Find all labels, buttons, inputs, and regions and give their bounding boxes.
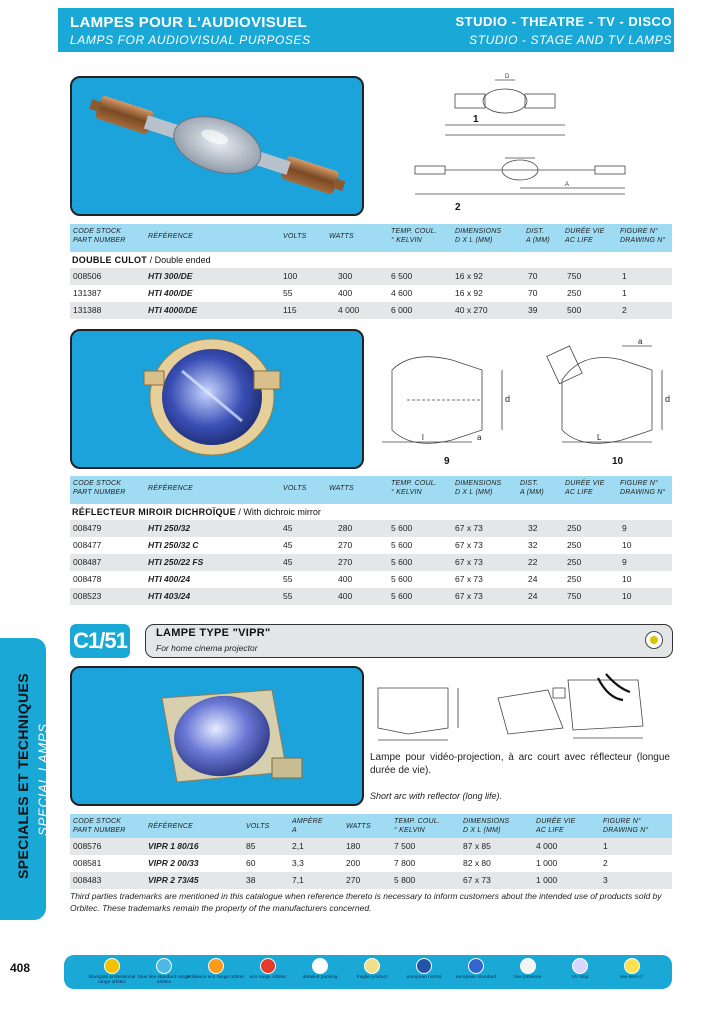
cell-ref: HTI 4000/DE <box>148 305 198 315</box>
table2-header <box>70 476 672 504</box>
legend-label: european standard <box>455 975 497 980</box>
cell-volts: 60 <box>246 858 256 868</box>
cell-volts: 115 <box>283 305 297 315</box>
legend-icon <box>468 958 484 974</box>
cell-code: 008487 <box>73 557 102 567</box>
cell-temp: 7 500 <box>394 841 416 851</box>
cell-dims: 87 x 85 <box>463 841 491 851</box>
cell-ref: VIPR 2 73/45 <box>148 875 199 885</box>
cell-code: 008581 <box>73 858 102 868</box>
cell-life: 250 <box>567 557 582 567</box>
dichroic-drawings <box>372 330 677 470</box>
table-row <box>70 537 672 554</box>
vipr-lamp-photo <box>70 666 364 806</box>
cell-ref: HTI 400/24 <box>148 574 191 584</box>
legend-icon <box>312 958 328 974</box>
target-icon <box>645 631 663 649</box>
col-dims: DIMENSIONS D X L (MM) <box>455 228 502 244</box>
cell-volts: 55 <box>283 574 293 584</box>
table-row <box>70 588 672 605</box>
cell-life: 250 <box>567 523 582 533</box>
cell-watts: 270 <box>338 540 353 550</box>
cell-temp: 7 800 <box>394 858 416 868</box>
cell-ref: HTI 300/DE <box>148 271 193 281</box>
col-temp: TEMP. COUL. ° KELVIN <box>391 480 438 496</box>
col-temp: TEMP. COUL. ° KELVIN <box>391 228 438 244</box>
fig9-a-label: a <box>477 433 482 442</box>
fig9-d-label: d <box>505 394 511 404</box>
legend-label: blue line standard range orbitec <box>138 975 190 985</box>
cell-fig: 1 <box>622 288 627 298</box>
double-ended-lamp-image <box>72 78 362 214</box>
table2-body <box>70 520 672 605</box>
cell-dims: 16 x 92 <box>455 271 483 281</box>
cell-life: 750 <box>567 271 582 281</box>
table-row <box>70 554 672 571</box>
table-row <box>70 520 672 537</box>
col-volts: VOLTS <box>283 233 307 240</box>
legend-icon <box>520 958 536 974</box>
cell-ref: HTI 250/22 FS <box>148 557 204 567</box>
dichroic-lamp-image <box>72 331 362 467</box>
cell-dist: 70 <box>528 271 538 281</box>
cell-volts: 55 <box>283 591 293 601</box>
col-dims: DIMENSIONS D X L (MM) <box>455 480 502 496</box>
legend-icon-item <box>82 955 142 985</box>
cell-code: 008477 <box>73 540 102 550</box>
table-row <box>70 285 672 302</box>
cell-dist: 32 <box>528 523 538 533</box>
legend-label: brilliance eco range orbitec <box>187 975 245 980</box>
cell-life: 1 000 <box>536 858 558 868</box>
footer-legend-bar <box>64 955 672 989</box>
cell-dims: 67 x 73 <box>455 591 483 601</box>
cell-code: 008479 <box>73 523 102 533</box>
col-life: DURÉE VIE AC LIFE <box>536 818 576 834</box>
cell-ref: HTI 250/32 C <box>148 540 199 550</box>
col-watts: WATTS <box>329 485 354 492</box>
legend-label: see item n° <box>619 975 645 980</box>
double-ended-lamp-photo <box>70 76 364 216</box>
col-watts: WATTS <box>329 233 354 240</box>
legend-label: UV stop <box>571 975 589 980</box>
cell-dist: 24 <box>528 591 538 601</box>
table-row <box>70 302 672 319</box>
cell-temp: 5 800 <box>394 875 416 885</box>
legend-icon-item <box>134 955 194 985</box>
legend-label: low pressure <box>514 975 542 980</box>
cell-code: 008483 <box>73 875 102 885</box>
cell-dims: 67 x 73 <box>455 540 483 550</box>
col-fig: FIGURE N° DRAWING N° <box>620 480 666 496</box>
col-ampere: AMPÈRE A <box>292 818 323 834</box>
col-reference: RÉFÉRENCE <box>148 485 193 492</box>
dim-d-label: D <box>505 74 510 80</box>
legend-icon-item <box>394 955 454 980</box>
table-row <box>70 838 672 855</box>
table-row <box>70 855 672 872</box>
cell-ref: VIPR 2 00/33 <box>148 858 199 868</box>
cell-volts: 85 <box>246 841 256 851</box>
cell-dims: 67 x 73 <box>455 574 483 584</box>
col-watts: WATTS <box>346 823 371 830</box>
cell-temp: 5 600 <box>391 557 413 567</box>
cell-code: 008506 <box>73 271 102 281</box>
side-title-en: SPECIAL LAMPS <box>35 723 51 836</box>
table-row <box>70 571 672 588</box>
cell-life: 750 <box>567 591 582 601</box>
col-fig: FIGURE N° DRAWING N° <box>620 228 666 244</box>
cell-dist: 24 <box>528 574 538 584</box>
cell-volts: 38 <box>246 875 256 885</box>
cell-dist: 39 <box>528 305 538 315</box>
legend-icon-item <box>238 955 298 980</box>
col-reference: RÉFÉRENCE <box>148 823 193 830</box>
legend-label: eco range orbitec <box>249 975 287 980</box>
dim-a-label: A <box>565 182 570 188</box>
cell-life: 250 <box>567 540 582 550</box>
cell-temp: 5 600 <box>391 540 413 550</box>
table3-body <box>70 838 672 889</box>
cell-life: 4 000 <box>536 841 558 851</box>
cell-temp: 5 600 <box>391 523 413 533</box>
cell-temp: 4 600 <box>391 288 413 298</box>
cell-dist: 22 <box>528 557 538 567</box>
cell-dims: 16 x 92 <box>455 288 483 298</box>
vipr-description-en: Short arc with reflector (long life). <box>370 791 503 801</box>
cell-fig: 3 <box>603 875 608 885</box>
cell-dist: 32 <box>528 540 538 550</box>
table-row <box>70 872 672 889</box>
cell-volts: 55 <box>283 288 293 298</box>
cell-amp: 3,3 <box>292 858 304 868</box>
cell-volts: 100 <box>283 271 298 281</box>
legend-icon-item <box>602 955 662 980</box>
vipr-drawings <box>368 668 673 746</box>
vipr-title: LAMPE TYPE "VIPR" <box>156 627 271 639</box>
legend-label: blue/gold professional range orbitec <box>88 975 136 985</box>
cell-temp: 6 500 <box>391 271 413 281</box>
vipr-description-fr: Lampe pour vidéo-projection, à arc court avec réflecteur (longue durée de vie). <box>370 752 670 776</box>
cell-amp: 7,1 <box>292 875 304 885</box>
dichroic-lamp-photo <box>70 329 364 469</box>
table1-body <box>70 268 672 319</box>
legend-icon-item <box>498 955 558 980</box>
col-life: DURÉE VIE AC LIFE <box>565 228 605 244</box>
fig1-label: 1 <box>473 114 479 125</box>
cell-code: 131387 <box>73 288 102 298</box>
header-right-fr: STUDIO - THEATRE - TV - DISCO <box>455 14 672 29</box>
cell-code: 008478 <box>73 574 102 584</box>
cell-dist: 70 <box>528 288 538 298</box>
col-volts: VOLTS <box>246 823 270 830</box>
cell-volts: 45 <box>283 540 293 550</box>
cell-watts: 280 <box>338 523 353 533</box>
cell-watts: 200 <box>346 858 361 868</box>
col-fig: FIGURE N° DRAWING N° <box>603 818 649 834</box>
cell-volts: 45 <box>283 557 293 567</box>
cell-fig: 9 <box>622 523 627 533</box>
legend-icon-item <box>342 955 402 980</box>
legend-icon <box>624 958 640 974</box>
c1-51-badge: C1/51 <box>70 624 130 658</box>
side-title-fr: SPECIALES ET TECHNIQUES <box>15 673 31 880</box>
cell-ref: HTI 250/32 <box>148 523 191 533</box>
cell-watts: 270 <box>346 875 361 885</box>
trademark-note: Third parties trademarks are mentioned in this catalogue when reference thereto is necessary to inform customers about the intended use of products sold by Orbitec. These trademarks remain the property of the manufacturers concerned. <box>70 891 662 913</box>
legend-icon <box>156 958 172 974</box>
cell-code: 008523 <box>73 591 102 601</box>
vipr-lamp-image <box>72 668 362 804</box>
cell-code: 008576 <box>73 841 102 851</box>
col-code: CODE STOCK PART NUMBER <box>73 818 126 834</box>
col-volts: VOLTS <box>283 485 307 492</box>
cell-fig: 1 <box>603 841 608 851</box>
legend-label: fragile product <box>356 975 388 980</box>
col-reference: RÉFÉRENCE <box>148 233 193 240</box>
table1-header <box>70 224 672 252</box>
legend-icon <box>416 958 432 974</box>
fig9-l-label: l <box>422 433 424 442</box>
col-dist: DIST. A (MM) <box>526 228 550 244</box>
col-dist: DIST. A (MM) <box>520 480 544 496</box>
header-title-en: LAMPS FOR AUDIOVISUAL PURPOSES <box>70 33 311 47</box>
cell-code: 131388 <box>73 305 102 315</box>
cell-watts: 400 <box>338 574 353 584</box>
legend-icon <box>260 958 276 974</box>
cell-dims: 67 x 73 <box>455 557 483 567</box>
cell-dims: 67 x 73 <box>455 523 483 533</box>
col-code: CODE STOCK PART NUMBER <box>73 228 126 244</box>
col-dims: DIMENSIONS D X L (MM) <box>463 818 510 834</box>
fig10-label: 10 <box>612 456 624 467</box>
legend-label: european norms <box>406 975 442 980</box>
cell-watts: 300 <box>338 271 353 281</box>
legend-icon <box>104 958 120 974</box>
header-right-en: STUDIO - STAGE AND TV LAMPS <box>469 33 672 47</box>
legend-label: detailed packing <box>302 975 338 980</box>
fig10-d-label: d <box>665 394 671 404</box>
fig10-a-label: a <box>638 337 643 346</box>
cell-dims: 82 x 80 <box>463 858 491 868</box>
cell-life: 250 <box>567 288 582 298</box>
col-code: CODE STOCK PART NUMBER <box>73 480 126 496</box>
cell-fig: 9 <box>622 557 627 567</box>
double-ended-drawings <box>395 70 680 220</box>
vipr-subtitle: For home cinema projector <box>156 643 258 653</box>
cell-fig: 1 <box>622 271 627 281</box>
cell-watts: 400 <box>338 591 353 601</box>
cell-ref: HTI 403/24 <box>148 591 191 601</box>
cell-watts: 4 000 <box>338 305 360 315</box>
fig2-label: 2 <box>455 202 461 213</box>
fig10-l-label: L <box>597 433 602 442</box>
cell-watts: 400 <box>338 288 353 298</box>
cell-temp: 5 600 <box>391 591 413 601</box>
legend-icon-item <box>290 955 350 980</box>
cell-volts: 45 <box>283 523 293 533</box>
cell-life: 1 000 <box>536 875 558 885</box>
header-title-fr: LAMPES POUR L'AUDIOVISUEL <box>70 14 307 31</box>
cell-amp: 2,1 <box>292 841 304 851</box>
fig9-label: 9 <box>444 456 450 467</box>
cell-fig: 2 <box>622 305 627 315</box>
cell-temp: 5 600 <box>391 574 413 584</box>
legend-icon <box>572 958 588 974</box>
cell-temp: 6 000 <box>391 305 413 315</box>
legend-icon <box>364 958 380 974</box>
cell-life: 500 <box>567 305 582 315</box>
cell-dims: 67 x 73 <box>463 875 491 885</box>
legend-icon-item <box>550 955 610 980</box>
cell-watts: 180 <box>346 841 361 851</box>
legend-icon-item <box>186 955 246 980</box>
page-number: 408 <box>10 961 31 975</box>
legend-icon-item <box>446 955 506 980</box>
section2-title: RÉFLECTEUR MIROIR DICHROÏQUE / With dichroic mirror <box>72 507 321 517</box>
cell-ref: HTI 400/DE <box>148 288 193 298</box>
cell-watts: 270 <box>338 557 353 567</box>
cell-fig: 2 <box>603 858 608 868</box>
cell-life: 250 <box>567 574 582 584</box>
table-row <box>70 268 672 285</box>
cell-fig: 10 <box>622 591 632 601</box>
cell-dims: 40 x 270 <box>455 305 488 315</box>
section1-title: DOUBLE CULOT / Double ended <box>72 255 211 265</box>
col-life: DURÉE VIE AC LIFE <box>565 480 605 496</box>
cell-fig: 10 <box>622 540 632 550</box>
col-temp: TEMP. COUL. ° KELVIN <box>394 818 441 834</box>
cell-ref: VIPR 1 80/16 <box>148 841 199 851</box>
legend-icon <box>208 958 224 974</box>
cell-fig: 10 <box>622 574 632 584</box>
